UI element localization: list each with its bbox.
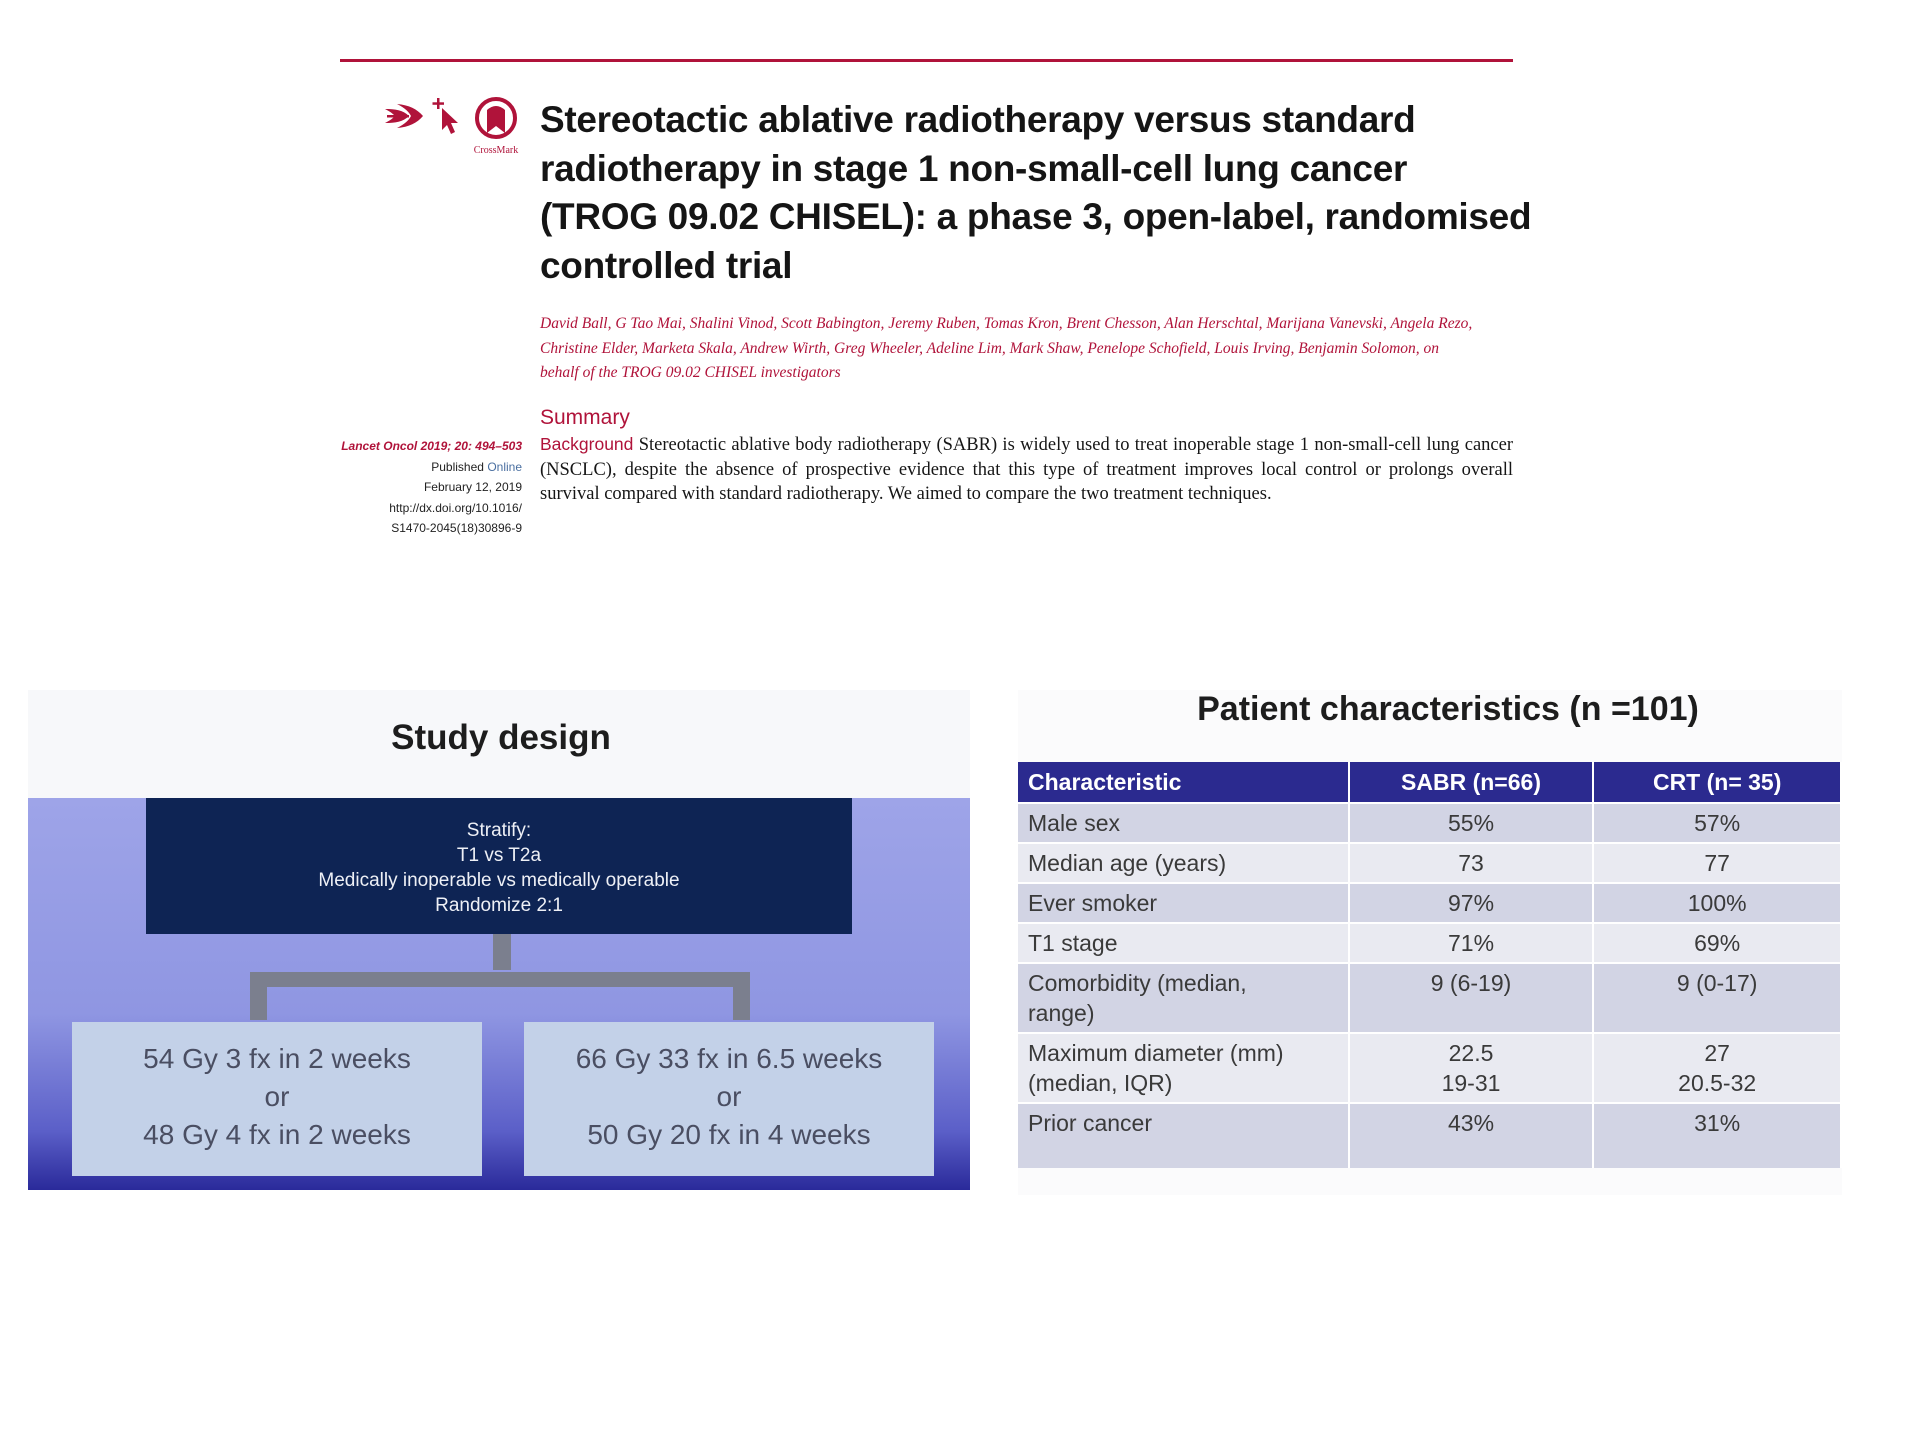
crt-cell: 69% (1593, 923, 1841, 963)
sabr-cell: 55% (1349, 803, 1594, 843)
summary-heading: Summary (540, 406, 630, 429)
table-row (1018, 963, 1841, 1033)
table-row (1018, 803, 1841, 843)
cell-line: Maximum diameter (mm) (1028, 1040, 1284, 1066)
cell-line: 22.5 (1448, 1040, 1494, 1066)
characteristic-cell: Male sex (1018, 803, 1349, 843)
cell-line: Comorbidity (median, (1028, 970, 1247, 996)
cell-line: range) (1028, 1000, 1095, 1026)
article-title (540, 96, 1532, 290)
sabr-cell: 43% (1349, 1103, 1594, 1168)
author-list (540, 312, 1520, 386)
title-line: Stereotactic ablative radiotherapy versus standard (540, 99, 1416, 140)
table-row (1018, 923, 1841, 963)
crt-arm-box (524, 1022, 934, 1176)
title-line: controlled trial (540, 244, 793, 286)
column-header: Characteristic (1018, 762, 1349, 803)
title-line: radiotherapy in stage 1 non-small-cell lung cancer (540, 147, 1408, 189)
column-header: CRT (n= 35) (1593, 762, 1841, 803)
sabr-cell (1349, 1033, 1594, 1103)
journal-badges (385, 96, 523, 158)
title-line: (TROG 09.02 CHISEL): a phase 3, open-label, randomised (540, 196, 1532, 237)
lancet-logo-icon (385, 104, 423, 128)
published-label: Published (431, 459, 484, 474)
header-rule (340, 59, 1513, 62)
background-text: Stereotactic ablative body radiotherapy (SABR) is widely used to treat inoperable stage 1 non-small-cell lung cancer (NSCLC), despite the absence of prospective evidence that this type of treatment improves local control or prolongs overall survival compared with standard radiotherapy. We aimed to compare the two treatment techniques. (540, 435, 1513, 504)
author-line: David Ball, G Tao Mai, Shalini Vinod, Scott Babington, Jeremy Ruben, Tomas Kron, Brent Chesson, Alan Herschtal, Marijana Vanevski, Angela Rezo, (540, 315, 1473, 332)
patient-table-title: Patient characteristics (n =101) (1197, 690, 1699, 728)
crt-cell: 9 (0-17) (1593, 963, 1841, 1033)
table-row (1018, 843, 1841, 883)
published-line (300, 457, 522, 478)
patient-table (1018, 762, 1842, 1168)
citation: Lancet Oncol 2019; 20: 494–503 (341, 439, 522, 453)
arm-line: 54 Gy 3 fx in 2 weeks (143, 1043, 411, 1074)
design-diagram (28, 798, 970, 1190)
sabr-cell: 97% (1349, 883, 1594, 923)
table-header-row (1018, 762, 1841, 803)
characteristic-cell: T1 stage (1018, 923, 1349, 963)
crt-cell (1593, 1033, 1841, 1103)
crossmark-label: CrossMark (473, 145, 519, 156)
table-row (1018, 883, 1841, 923)
doi-link[interactable]: http://dx.doi.org/10.1016/ (389, 500, 522, 515)
author-line: Christine Elder, Marketa Skala, Andrew Wirth, Greg Wheeler, Adeline Lim, Mark Shaw, Penelope Schofield, Louis Irving, Benjamin Solomon, on (540, 339, 1440, 357)
cell-line: (median, IQR) (1028, 1070, 1173, 1096)
characteristic-cell (1018, 963, 1349, 1033)
cursor-icon (433, 98, 459, 134)
arm-line: or (716, 1081, 742, 1112)
arm-line: 50 Gy 20 fx in 4 weeks (587, 1119, 871, 1150)
sabr-cell: 71% (1349, 923, 1594, 963)
published-date: February 12, 2019 (423, 480, 522, 494)
stratify-line: Medically inoperable vs medically operable (318, 870, 680, 891)
arm-line: 66 Gy 33 fx in 6.5 weeks (575, 1043, 883, 1074)
background-label: Background (540, 434, 634, 454)
stratify-box (146, 798, 852, 934)
study-design-slide (28, 690, 970, 1190)
abstract-background (540, 432, 1513, 507)
characteristic-cell (1018, 1033, 1349, 1103)
table-row (1018, 1103, 1841, 1168)
cell-line: 27 (1704, 1040, 1730, 1066)
online-label: Online (487, 459, 522, 474)
arm-line: 48 Gy 4 fx in 2 weeks (143, 1119, 411, 1150)
cell-line: 19-31 (1441, 1070, 1501, 1096)
crossmark-icon (477, 99, 515, 137)
patient-characteristics-slide (1018, 690, 1842, 1195)
column-header: SABR (n=66) (1349, 762, 1594, 803)
connector-stem (493, 934, 511, 970)
characteristic-cell: Prior cancer (1018, 1103, 1349, 1168)
stratify-line: Stratify: (466, 820, 532, 841)
doi-link-cont[interactable]: S1470-2045(18)30896-9 (391, 521, 522, 535)
characteristic-cell: Median age (years) (1018, 843, 1349, 883)
crt-cell: 31% (1593, 1103, 1841, 1168)
sabr-cell: 9 (6-19) (1349, 963, 1594, 1033)
article-meta (300, 436, 522, 539)
study-design-title: Study design (391, 718, 611, 757)
crt-cell: 100% (1593, 883, 1841, 923)
characteristic-cell: Ever smoker (1018, 883, 1349, 923)
connector-left (250, 972, 267, 1020)
sabr-cell: 73 (1349, 843, 1594, 883)
connector-bar (250, 972, 750, 987)
table-row (1018, 1033, 1841, 1103)
stratify-line: T1 vs T2a (456, 845, 542, 866)
crt-cell: 57% (1593, 803, 1841, 843)
author-line: behalf of the TROG 09.02 CHISEL investigators (540, 364, 841, 381)
sabr-arm-box (72, 1022, 482, 1176)
cell-line: 20.5-32 (1678, 1070, 1757, 1096)
stratify-line: Randomize 2:1 (435, 895, 563, 916)
connector-right (733, 972, 750, 1020)
crt-cell: 77 (1593, 843, 1841, 883)
arm-line: or (264, 1081, 290, 1112)
